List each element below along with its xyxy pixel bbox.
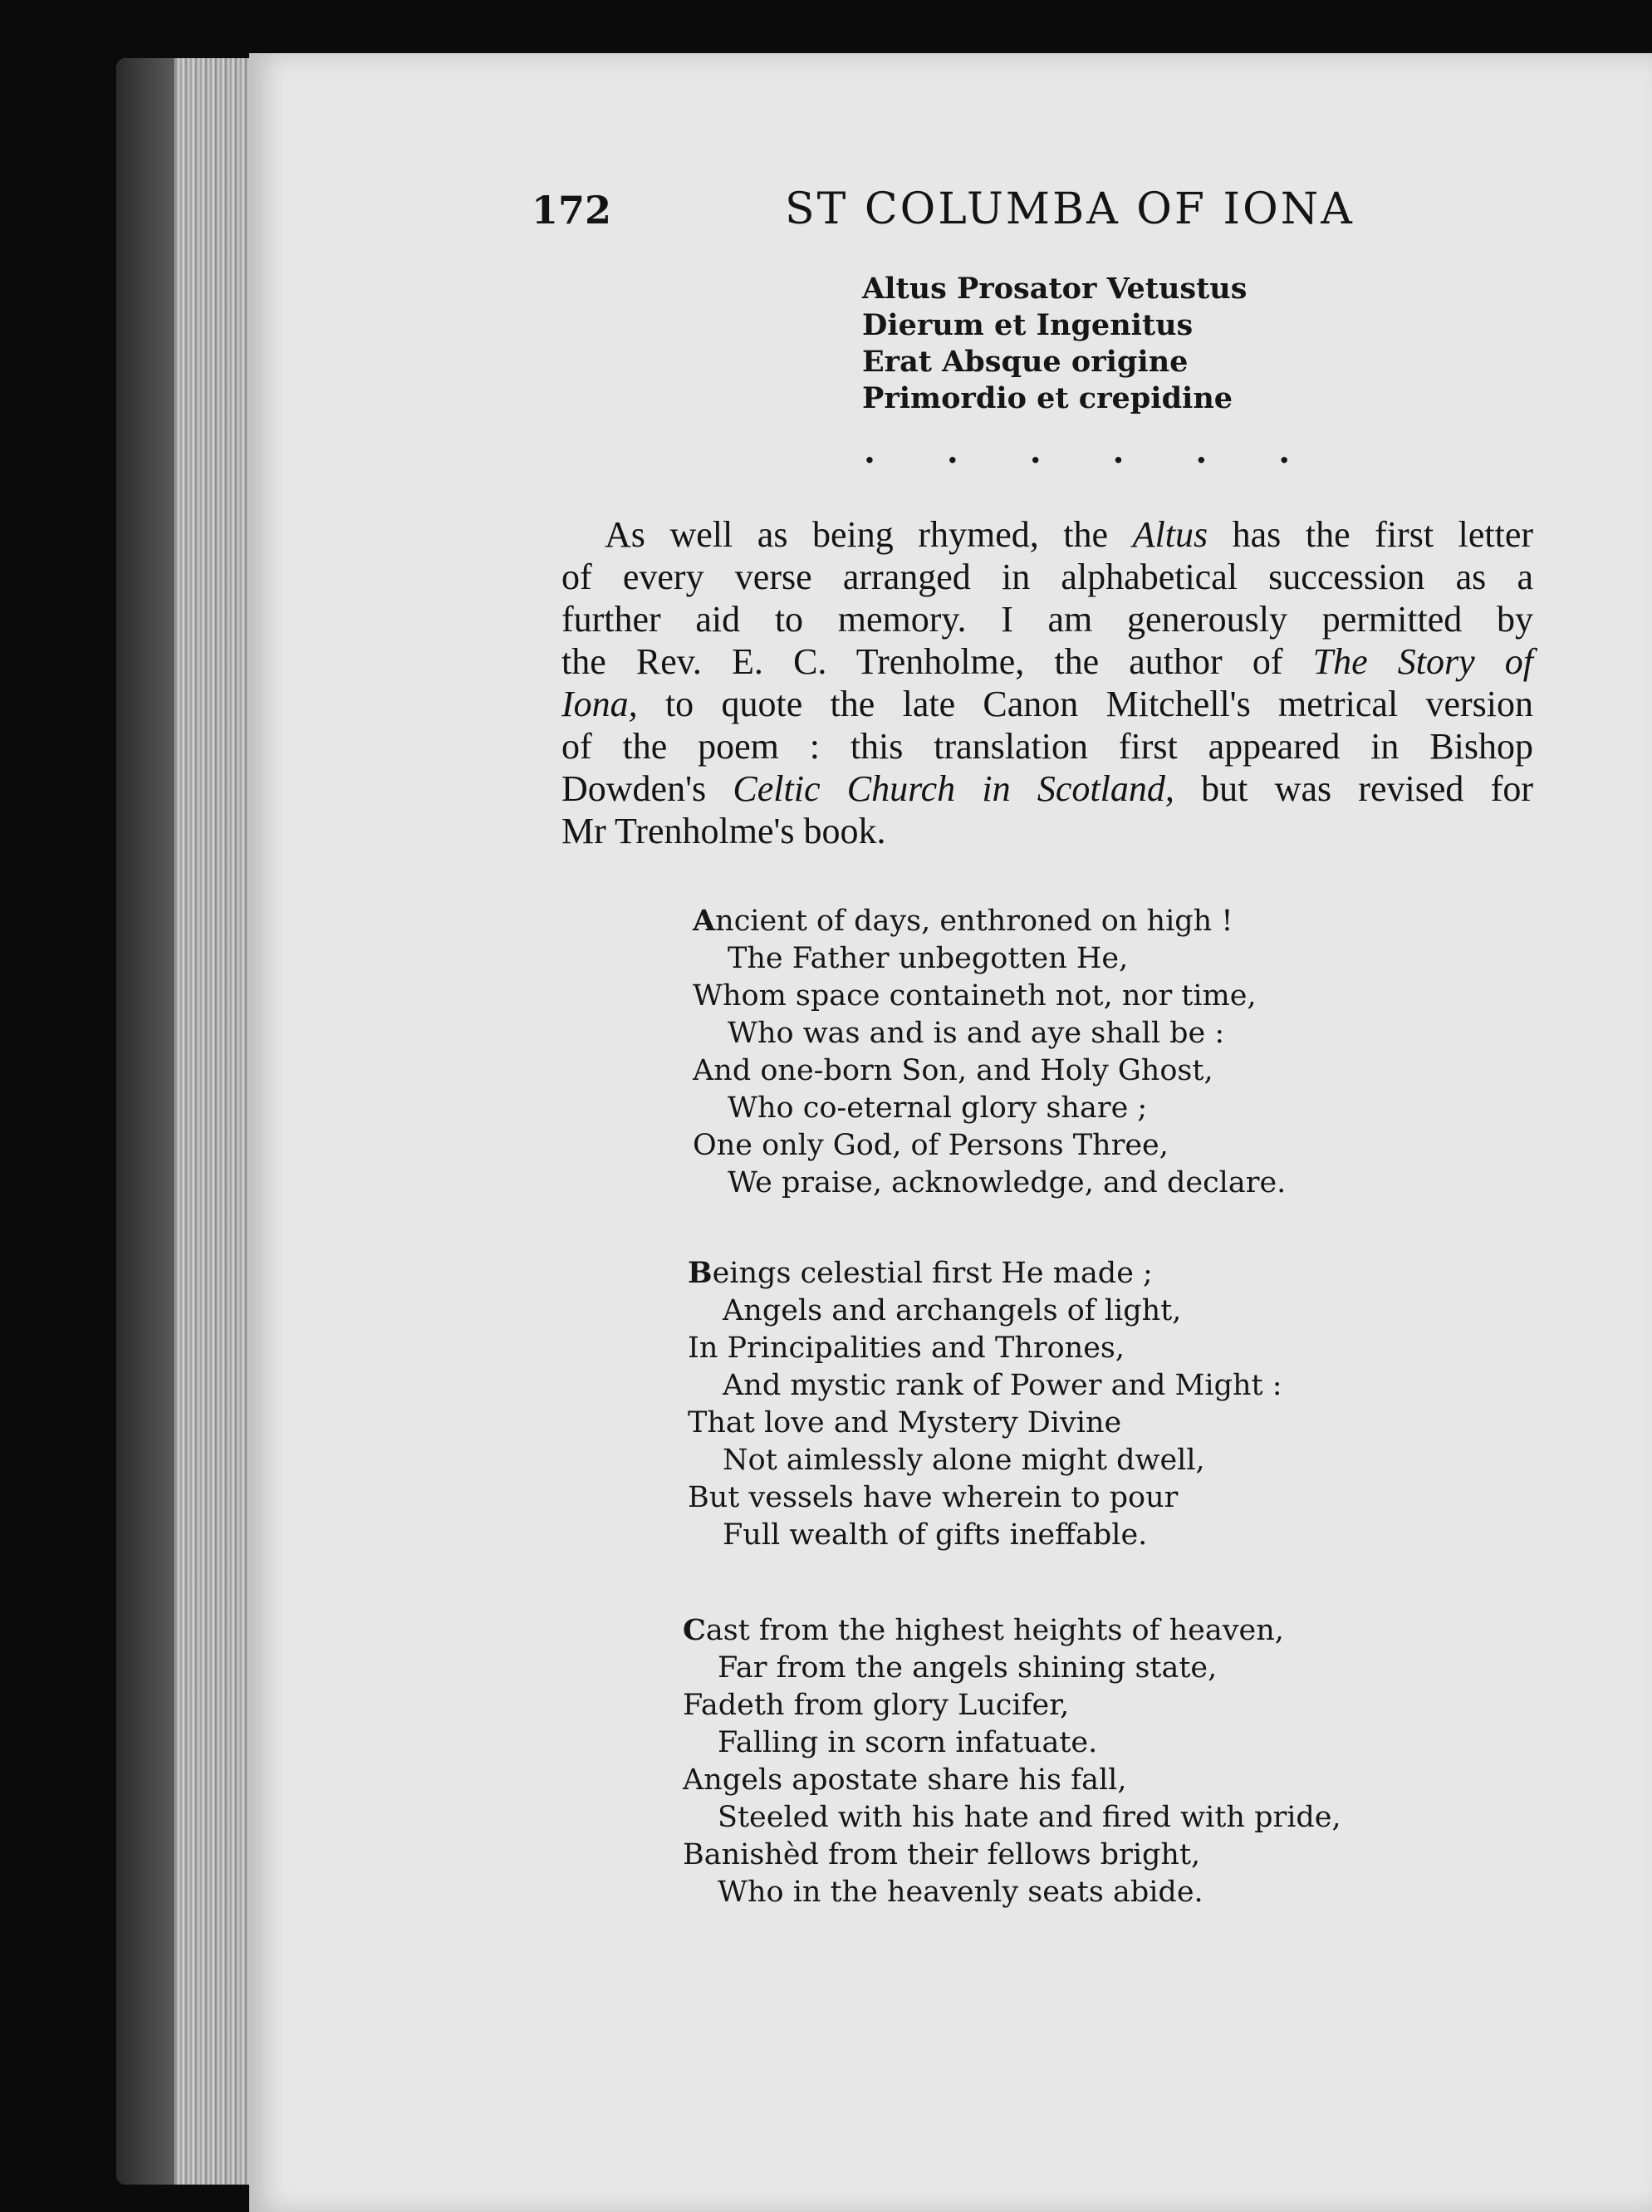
verse-ellipsis: . . . . . . (864, 432, 1321, 471)
verse-line: One only God, of Persons Three, (693, 1129, 1169, 1162)
verse-line: That love and Mystery Divine (688, 1406, 1122, 1440)
verse-line: And mystic rank of Power and Might : (723, 1369, 1282, 1402)
verse-line: And one-born Son, and Holy Ghost, (693, 1054, 1213, 1087)
verse-line: Fadeth from glory Lucifer, (683, 1689, 1070, 1722)
prose-paragraph (561, 513, 1533, 852)
verse-line: Far from the angels shining state, (718, 1651, 1218, 1685)
verse-line: Who was and is and aye shall be : (728, 1017, 1225, 1050)
prose-line: the Rev. E. C. Trenholme, the author of The Story of (561, 641, 1533, 682)
verse-line: But vessels have wherein to pour (688, 1481, 1179, 1514)
verse-line: We praise, acknowledge, and declare. (728, 1166, 1287, 1199)
italic-title: Altus (1132, 514, 1208, 555)
stanza-c (683, 1611, 1341, 1911)
prose-line: Mr Trenholme's book. (561, 811, 886, 851)
latin-line: Altus Prosator Vetustus (862, 272, 1248, 306)
verse-line: Whom space containeth not, nor time, (693, 979, 1257, 1013)
latin-line: Erat Absque origine (862, 345, 1189, 379)
latin-line: Dierum et Ingenitus (862, 308, 1194, 342)
verse-line: Not aimlessly alone might dwell, (723, 1444, 1205, 1477)
verse-line: The Father unbegotten He, (728, 942, 1129, 975)
italic-title: Celtic Church in Scotland, (733, 768, 1174, 809)
italic-title: The Story of (1312, 641, 1533, 682)
stanza-a (693, 902, 1286, 1202)
verse-line: Beings celestial first He made ; (688, 1256, 1153, 1290)
prose-line: of the poem : this translation first appeared in Bishop (561, 726, 1533, 767)
verse-line: Falling in scorn infatuate. (718, 1726, 1098, 1759)
running-head-title: ST COLUMBA OF IONA (785, 184, 1355, 234)
verse-line: Banishèd from their fellows bright, (683, 1838, 1201, 1871)
verse-line: Who co-eternal glory share ; (728, 1091, 1148, 1125)
latin-line: Primordio et crepidine (862, 381, 1233, 415)
stanza-b (688, 1254, 1282, 1554)
verse-line: Ancient of days, enthroned on high ! (693, 904, 1233, 938)
prose-line: Iona, to quote the late Canon Mitchell's metrical version (561, 684, 1533, 724)
verse-line: In Principalities and Thrones, (688, 1332, 1125, 1365)
verse-line: Who in the heavenly seats abide. (718, 1876, 1203, 1909)
page-number: 172 (532, 188, 612, 233)
book-spine-shadow (116, 58, 174, 2185)
prose-line: of every verse arranged in alphabetical succession as a (561, 557, 1533, 597)
prose-line: Dowden's Celtic Church in Scotland, but was revised for (561, 768, 1533, 809)
verse-line: Cast from the highest heights of heaven, (683, 1613, 1284, 1647)
verse-line: Full wealth of gifts ineffable. (723, 1518, 1148, 1552)
latin-verse (862, 271, 1247, 417)
verse-line: Steeled with his hate and fired with pride, (718, 1801, 1341, 1834)
verse-line: Angels apostate share his fall, (683, 1763, 1127, 1797)
prose-line: As well as being rhymed, the Altus has the first letter (605, 514, 1534, 555)
italic-title: Iona, (561, 684, 638, 724)
verse-line: Angels and archangels of light, (723, 1294, 1182, 1327)
prose-line: further aid to memory. I am generously permitted by (561, 599, 1533, 640)
